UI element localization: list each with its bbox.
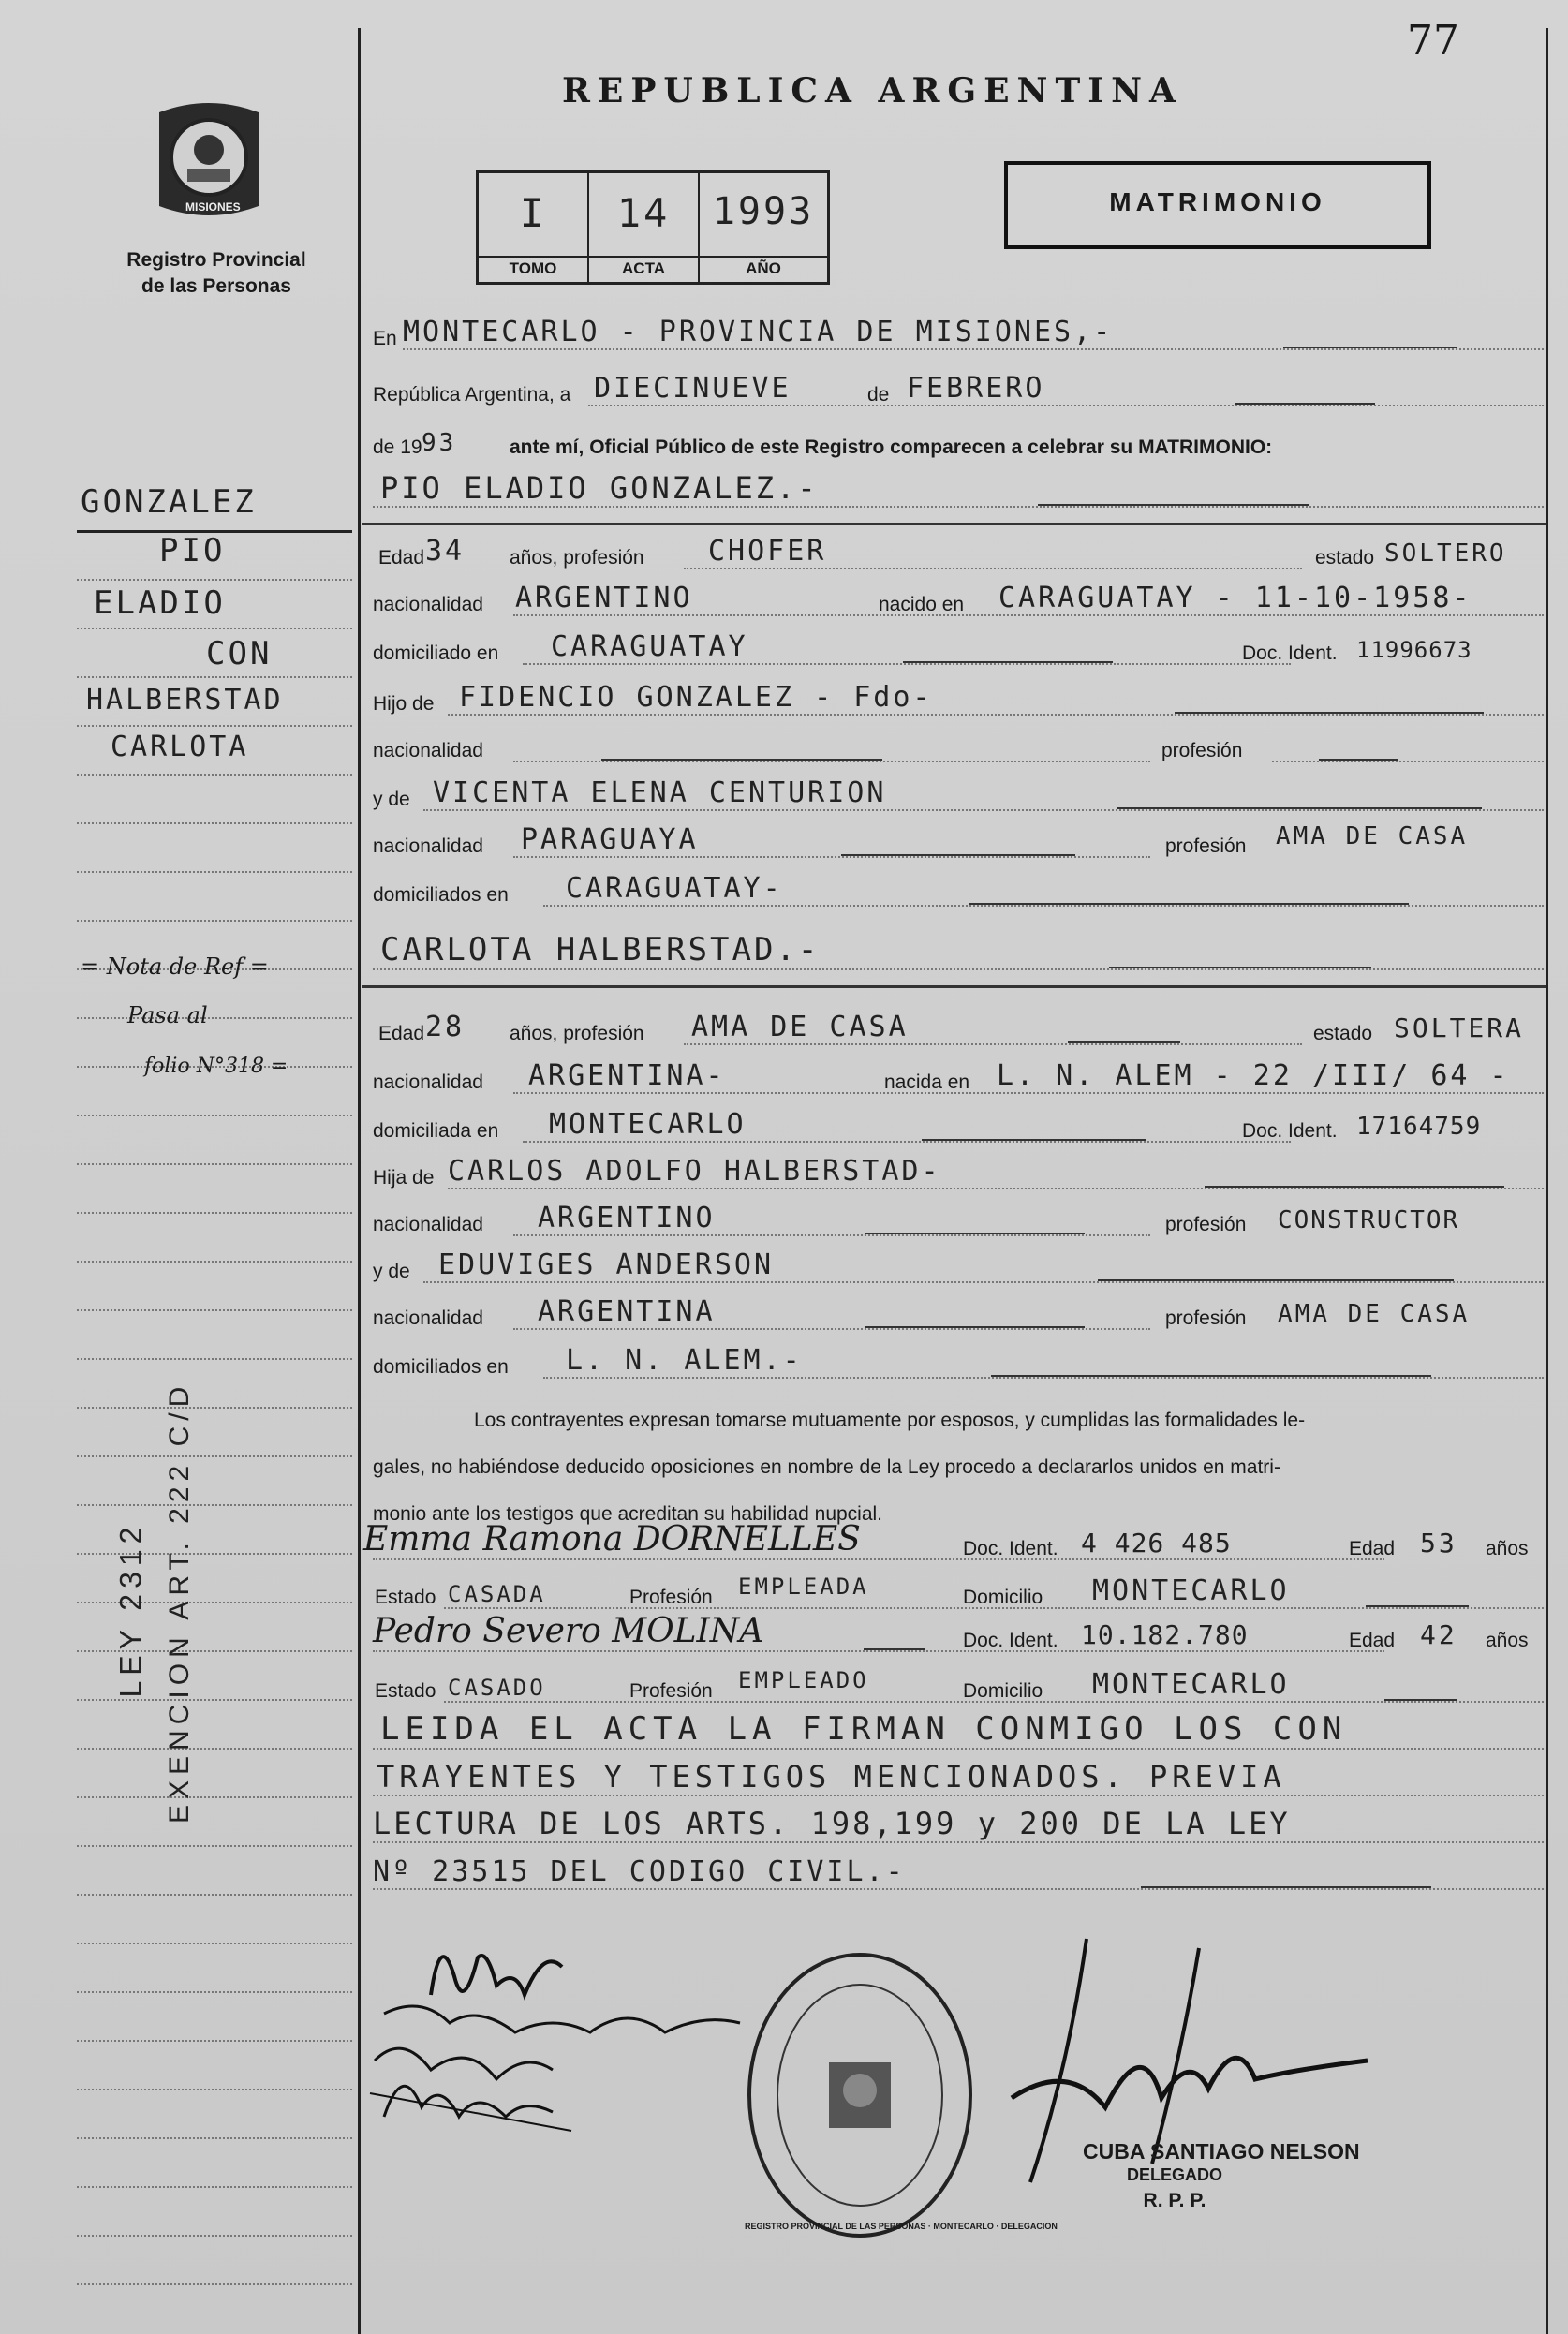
bride-padre-prof: CONSTRUCTOR xyxy=(1278,1206,1460,1234)
bride-dom-label: domiciliada en xyxy=(373,1120,499,1142)
bride-doms-label: domiciliados en xyxy=(373,1356,509,1378)
groom-madre-nac: PARAGUAYA xyxy=(521,823,699,856)
right-edge-rule xyxy=(1546,28,1548,2334)
witness2-dom-label: Domicilio xyxy=(963,1680,1043,1702)
bride-domicilio: MONTECARLO xyxy=(549,1108,747,1141)
margin-con: CON xyxy=(206,635,273,672)
groom-nacido: CARAGUATAY - 11-10-1958- xyxy=(998,582,1472,614)
groom-madre: VICENTA ELENA CENTURION xyxy=(433,776,887,809)
tomo-value: I xyxy=(519,190,547,236)
margin-name1a: PIO xyxy=(159,532,226,569)
bride-edad: 28 xyxy=(425,1011,466,1043)
exemption-stamp-line1: LEY 2312 xyxy=(113,1521,148,1698)
witness2-edad-label: Edad xyxy=(1349,1630,1396,1651)
page-number: 77 xyxy=(1407,17,1459,65)
witness2-domicilio: MONTECARLO xyxy=(1092,1668,1290,1701)
closing-line1: LEIDA EL ACTA LA FIRMAN CONMIGO LOS CON xyxy=(380,1710,1348,1748)
witness2-doc: 10.182.780 xyxy=(1081,1619,1249,1650)
bride-full-name: CARLOTA HALBERSTAD.- xyxy=(380,931,821,968)
bride-edad-label: Edad xyxy=(378,1023,425,1044)
groom-doms-label: domiciliados en xyxy=(373,884,509,906)
bride-doc: 17164759 xyxy=(1356,1113,1482,1141)
witness2-anos-label: años xyxy=(1486,1630,1529,1651)
bride-madre-nac: ARGENTINA xyxy=(538,1295,716,1328)
country-title: REPUBLICA ARGENTINA xyxy=(562,71,1183,111)
witness1-doc-label: Doc. Ident. xyxy=(963,1538,1058,1559)
year-prefix: de 19 xyxy=(373,436,422,458)
registry-name-line2: de las Personas xyxy=(141,275,291,297)
emblem-seal-text: MISIONES xyxy=(185,200,241,214)
acta-value: 14 xyxy=(616,190,671,236)
bride-nacida: L. N. ALEM - 22 /III/ 64 - xyxy=(997,1059,1510,1092)
groom-padre-prof-label: profesión xyxy=(1161,740,1243,761)
official-office: R. P. P. xyxy=(1143,2190,1206,2211)
closing-line2: TRAYENTES Y TESTIGOS MENCIONADOS. PREVIA xyxy=(377,1759,1286,1795)
declaration-line3: monio ante los testigos que acreditan su habilidad nupcial. xyxy=(373,1503,883,1525)
groom-dom-label: domiciliado en xyxy=(373,643,499,664)
groom-profesion: CHOFER xyxy=(708,535,827,568)
republica-label: República Argentina, a xyxy=(373,384,571,406)
official-seal-text: REGISTRO PROVINCIAL DE LAS PERSONAS · MONTECARLO · DELEGACION xyxy=(745,2222,1058,2231)
exemption-stamp-line2: EXENCION ART. 222 C/D xyxy=(164,1381,195,1824)
groom-madre-prof: AMA DE CASA xyxy=(1276,822,1469,850)
de-label: de xyxy=(867,384,890,406)
bride-padre: CARLOS ADOLFO HALBERSTAD- xyxy=(448,1155,941,1188)
month-value: FEBRERO xyxy=(907,372,1045,405)
groom-yde-label: y de xyxy=(373,789,410,810)
bride-hija-label: Hija de xyxy=(373,1167,435,1189)
groom-nacionalidad: ARGENTINO xyxy=(515,582,693,614)
witness1-profesion: EMPLEADA xyxy=(738,1573,869,1600)
groom-nac-label: nacionalidad xyxy=(373,594,483,615)
groom-estado: SOLTERO xyxy=(1384,539,1507,568)
declaration-line2: gales, no habiéndose deducido oposiciones en nombre de la Ley procedo a declararlos unidos en matri- xyxy=(373,1456,1280,1478)
witness2-estado-label: Estado xyxy=(375,1680,436,1702)
en-label: En xyxy=(373,328,397,349)
witness1-anos-label: años xyxy=(1486,1538,1529,1559)
official-name: CUBA SANTIAGO NELSON xyxy=(1083,2139,1360,2164)
bride-divider xyxy=(362,985,1546,988)
groom-padre: FIDENCIO GONZALEZ - Fdo- xyxy=(459,681,933,714)
groom-padre-nac-label: nacionalidad xyxy=(373,740,483,761)
margin-name2: CARLOTA xyxy=(111,731,249,763)
margin-surname2: HALBERSTAD xyxy=(86,684,284,716)
margin-surname1: GONZALEZ xyxy=(81,483,257,521)
witness2-estado: CASADO xyxy=(448,1675,546,1701)
ref-box xyxy=(476,170,830,285)
witness1-doc: 4 426 485 xyxy=(1081,1528,1232,1558)
year-suffix: 93 xyxy=(422,429,457,457)
witness2-profesion: EMPLEADO xyxy=(738,1667,869,1693)
groom-madre-prof-label: profesión xyxy=(1165,835,1247,857)
acta-label: ACTA xyxy=(589,256,698,278)
witness1-estado: CASADA xyxy=(448,1581,546,1607)
bride-padre-nac-label: nacionalidad xyxy=(373,1214,483,1235)
bride-profesion: AMA DE CASA xyxy=(691,1011,909,1043)
bride-madre-prof: AMA DE CASA xyxy=(1278,1300,1471,1328)
bride-padre-prof-label: profesión xyxy=(1165,1214,1247,1235)
groom-full-name: PIO ELADIO GONZALEZ.- xyxy=(380,470,819,506)
witness2-name: Pedro Severo MOLINA xyxy=(373,1612,764,1650)
groom-nacido-label: nacido en xyxy=(879,594,965,615)
witness1-edad-label: Edad xyxy=(1349,1538,1396,1559)
witness1-edad: 53 xyxy=(1420,1528,1457,1558)
groom-edad: 34 xyxy=(425,535,466,568)
bride-nacionalidad: ARGENTINA- xyxy=(528,1059,726,1092)
groom-doc-label: Doc. Ident. xyxy=(1242,643,1338,664)
margin-note3: folio N°318 = xyxy=(144,1055,288,1078)
bride-madre-nac-label: nacionalidad xyxy=(373,1307,483,1329)
registry-name-line1: Registro Provincial xyxy=(126,249,306,271)
bride-padre-nac: ARGENTINO xyxy=(538,1202,716,1234)
groom-prof-label: años, profesión xyxy=(510,547,644,569)
groom-edad-label: Edad xyxy=(378,547,425,569)
bride-padres-dom: L. N. ALEM.- xyxy=(566,1344,803,1377)
left-margin-rule xyxy=(358,28,361,2334)
anio-value: 1993 xyxy=(712,190,815,233)
groom-domicilio: CARAGUATAY xyxy=(551,630,748,663)
bride-madre: EDUVIGES ANDERSON xyxy=(438,1248,775,1281)
bride-estado-label: estado xyxy=(1313,1023,1373,1044)
anio-label: AÑO xyxy=(700,256,827,278)
witness1-name: Emma Ramona DORNELLES xyxy=(363,1520,861,1558)
contrayente-signatures xyxy=(365,1892,796,2173)
bride-nacida-label: nacida en xyxy=(884,1071,970,1093)
ante-text: ante mí, Oficial Público de este Registro comparecen a celebrar su MATRIMONIO: xyxy=(510,436,1273,458)
groom-divider xyxy=(362,523,1546,525)
day-value: DIECINUEVE xyxy=(594,372,791,405)
witness2-edad: 42 xyxy=(1420,1619,1457,1650)
place-value: MONTECARLO - PROVINCIA DE MISIONES,- xyxy=(403,316,1114,348)
margin-name1b: ELADIO xyxy=(94,584,226,622)
witness1-estado-label: Estado xyxy=(375,1587,436,1608)
margin-note2: Pasa al xyxy=(127,1002,208,1028)
groom-estado-label: estado xyxy=(1315,547,1375,569)
bride-yde-label: y de xyxy=(373,1261,410,1282)
bride-nac-label: nacionalidad xyxy=(373,1071,483,1093)
record-type-box xyxy=(1004,161,1431,249)
declaration-line1: Los contrayentes expresan tomarse mutuamente por esposos, y cumplidas las formalidades le- xyxy=(474,1410,1306,1431)
bride-madre-prof-label: profesión xyxy=(1165,1307,1247,1329)
closing-line4: Nº 23515 DEL CODIGO CIVIL.- xyxy=(373,1855,906,1888)
official-seal xyxy=(745,1950,1058,2240)
groom-padres-dom: CARAGUATAY- xyxy=(566,872,783,905)
groom-doc: 11996673 xyxy=(1356,637,1472,663)
registry-emblem xyxy=(150,94,268,225)
record-type-label: MATRIMONIO xyxy=(1109,187,1326,216)
tomo-label: TOMO xyxy=(479,256,587,278)
closing-line3: LECTURA DE LOS ARTS. 198,199 y 200 DE LA LEY xyxy=(373,1806,1291,1841)
witness2-prof-label: Profesión xyxy=(629,1680,713,1702)
witness1-domicilio: MONTECARLO xyxy=(1092,1574,1290,1607)
bride-prof-label: años, profesión xyxy=(510,1023,644,1044)
bride-doc-label: Doc. Ident. xyxy=(1242,1120,1338,1142)
groom-hijo-label: Hijo de xyxy=(373,693,435,715)
groom-madre-nac-label: nacionalidad xyxy=(373,835,483,857)
witness1-dom-label: Domicilio xyxy=(963,1587,1043,1608)
margin-note1: = Nota de Ref = xyxy=(81,953,269,980)
bride-estado: SOLTERA xyxy=(1394,1012,1525,1043)
witness1-prof-label: Profesión xyxy=(629,1587,713,1608)
witness2-doc-label: Doc. Ident. xyxy=(963,1630,1058,1651)
official-role: DELEGADO xyxy=(1126,2165,1222,2184)
